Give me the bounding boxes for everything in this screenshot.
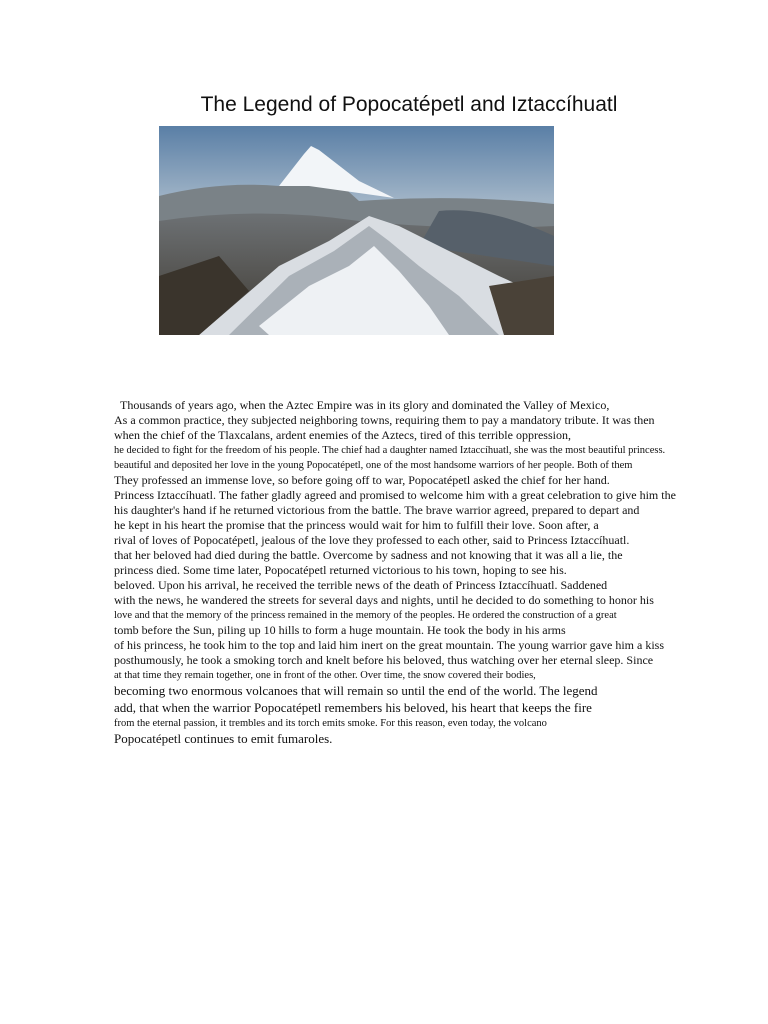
- text-line: tomb before the Sun, piling up 10 hills to form a huge mountain. He took the body in his arms: [114, 623, 566, 637]
- text-line: of his princess, he took him to the top and laid him inert on the great mountain. The young warrior gave him a kiss: [114, 638, 665, 652]
- legend-text: [114, 398, 714, 748]
- text-line: beloved. Upon his arrival, he received the terrible news of the death of Princess Iztaccíhuatl. Saddened: [114, 578, 608, 592]
- text-line: when the chief of the Tlaxcalans, ardent enemies of the Aztecs, tired of this terrible oppression,: [114, 428, 571, 442]
- text-line: he kept in his heart the promise that the princess would wait for him to fulfill their love. Soon after, a: [114, 518, 599, 532]
- text-line: Thousands of years ago, when the Aztec Empire was in its glory and dominated the Valley of Mexico,: [120, 398, 610, 412]
- text-line: They professed an immense love, so before going off to war, Popocatépetl asked the chief for her hand.: [114, 473, 610, 487]
- volcano-photo: [159, 126, 554, 335]
- text-line: love and that the memory of the princess remained in the memory of the peoples. He ordered the construction of a great: [114, 610, 617, 621]
- text-line: Popocatépetl continues to emit fumaroles.: [114, 731, 333, 746]
- text-line: he decided to fight for the freedom of his people. The chief had a daughter named Iztaccíhuatl, she was the most beautiful princess.: [114, 445, 666, 456]
- text-line: princess died. Some time later, Popocatépetl returned victorious to his town, hoping to see his.: [114, 563, 567, 577]
- text-line: As a common practice, they subjected neighboring towns, requiring them to pay a mandatory tribute. It was then: [114, 413, 655, 427]
- text-line: beautiful and deposited her love in the young Popocatépetl, one of the most handsome warriors of her people. Both of them: [114, 460, 633, 471]
- text-line: at that time they remain together, one in front of the other. Over time, the snow covered their bodies,: [114, 670, 536, 681]
- text-line: that her beloved had died during the battle. Overcome by sadness and not knowing that it was all a lie, the: [114, 548, 623, 562]
- text-line: posthumously, he took a smoking torch and knelt before his beloved, thus watching over her eternal sleep. Since: [114, 653, 654, 667]
- text-line: his daughter's hand if he returned victorious from the battle. The brave warrior agreed, prepared to depart and: [114, 503, 640, 517]
- text-line: becoming two enormous volcanoes that will remain so until the end of the world. The legend: [114, 683, 598, 698]
- text-line: with the news, he wandered the streets for several days and nights, until he decided to do something to honor his: [114, 593, 654, 607]
- text-line: rival of loves of Popocatépetl, jealous of the love they professed to each other, said to Princess Iztaccíhuatl.: [114, 533, 630, 547]
- text-line: Princess Iztaccíhuatl. The father gladly agreed and promised to welcome him with a great celebration to give him the: [114, 488, 676, 502]
- text-line: add, that when the warrior Popocatépetl remembers his beloved, his heart that keeps the fire: [114, 699, 592, 715]
- text-line: from the eternal passion, it trembles and its torch emits smoke. For this reason, even today, the volcano: [114, 718, 547, 729]
- document-title: The Legend of Popocatépetl and Iztaccíhuatl: [200, 93, 618, 116]
